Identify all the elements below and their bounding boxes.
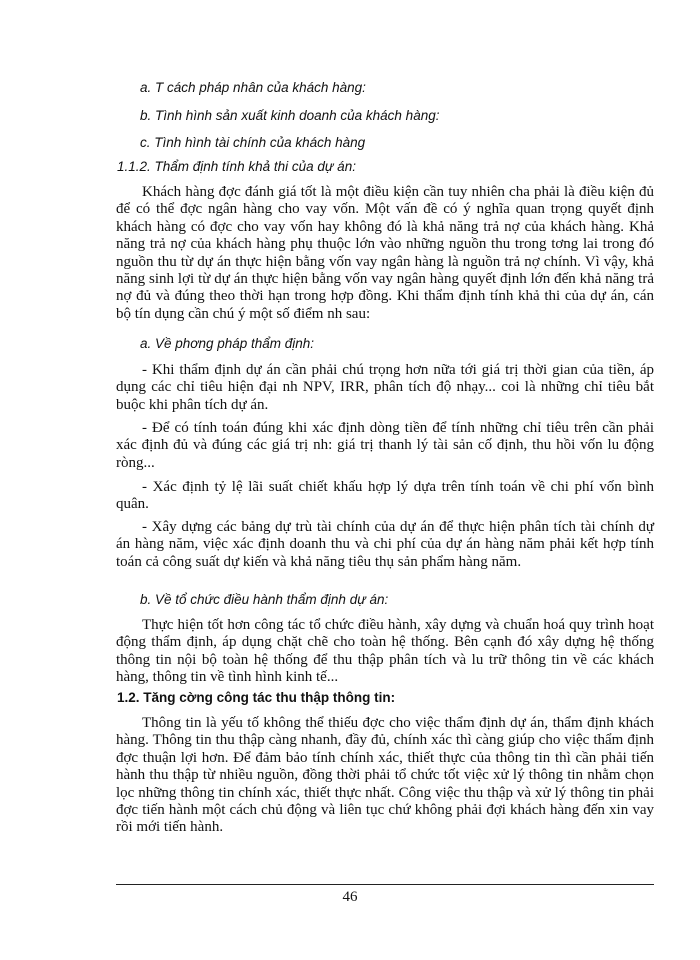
- heading-1-1-2: 1.1.2. Thẩm định tính khả thi của dự án:: [117, 159, 356, 174]
- paragraph-feasibility: Khách hàng đợc đánh giá tốt là một điều kiện cần tuy nhiên cha phải là điều kiện đủ để có thể đợc ngân hàng cho vay vốn. Một vấn đề có ý nghĩa quan trọng quyết định khách hàng có đợc cho vay vốn hay không đó là khả năng trả nợ của khách hàng. Khả năng trả nợ của khách hàng phụ thuộc lớn vào những nguồn thu trong tơng lai trong đó nguồn thu từ dự án thực hiện bằng vốn vay ngân hàng là nguồn trả nợ chính. Vì vậy, khả năng sinh lợi từ dự án thực hiện bằng vốn vay ngân hàng quyết định lớn đến khả năng trả nợ đủ và đúng theo thời hạn trong hợp đồng. Khi thẩm định tính khả thi của dự án, cán bộ tín dụng cần chú ý một số điểm nh sau:: [116, 184, 654, 322]
- heading-1-2: 1.2. Tăng cờng công tác thu thập thông tin:: [117, 690, 396, 705]
- item-b: b. Tình hình sản xuất kinh doanh của khách hàng:: [140, 108, 440, 123]
- paragraph-information: Thông tin là yếu tố không thể thiếu đợc cho việc thẩm định dự án, thẩm định khách hàng. Thông tin thu thập càng nhanh, đầy đủ, chính xác thì càng giúp cho việc thẩm định đợc thuận lợi hơn. Để đảm bảo tính chính xác, thiết thực của thông tin thì cần phải tiến hành thu thập từ nhiều nguồn, đồng thời phải tổ chức tốt việc xử lý thông tin nhằm chọn lọc những thông tin chính xác, thiết thực nhất. Công việc thu thập và xử lý thông tin phải đợc tiến hành một cách chủ động và liên tục chứ không phải đợi khách hàng đến xin vay rồi mới tiến hành.: [116, 715, 654, 836]
- bullet-4: - Xây dựng các bảng dự trù tài chính của dự án để thực hiện phân tích tài chính dự án hàng năm, việc xác định doanh thu và chi phí của dự án hàng năm phải kết hợp tính toán cả công suất dự kiến và khả năng tiêu thụ sản phẩm hàng năm.: [116, 519, 654, 570]
- footer-divider: [116, 884, 654, 885]
- item-c: c. Tình hình tài chính của khách hàng: [140, 135, 366, 150]
- subheading-organization: b. Về tổ chức điều hành thẩm định dự án:: [140, 592, 389, 607]
- paragraph-organization: Thực hiện tốt hơn công tác tổ chức điều hành, xây dựng và chuẩn hoá quy trình hoạt động thẩm định, áp dụng chặt chẽ cho toàn hệ thống. Bên cạnh đó xây dựng hệ thống thông tin nội bộ toàn hệ thống để thu thập phân tích và lu trữ thông tin về các khách hàng, thông tin về tình hình kinh tế...: [116, 617, 654, 686]
- bullet-3: - Xác định tỷ lệ lãi suất chiết khấu hợp lý dựa trên tính toán về chi phí vốn bình quân.: [116, 479, 654, 513]
- page-number: 46: [342, 889, 358, 905]
- bullet-1: - Khi thẩm định dự án cần phải chú trọng hơn nữa tới giá trị thời gian của tiền, áp dụng các chỉ tiêu hiện đại nh NPV, IRR, phân tích độ nhạy... coi là những chỉ tiêu bắt buộc khi phân tích dự án.: [116, 362, 654, 413]
- subheading-method: a. Về phơng pháp thẩm định:: [140, 336, 315, 351]
- item-a: a. T cách pháp nhân của khách hàng:: [140, 80, 366, 95]
- bullet-2: - Để có tính toán đúng khi xác định dòng tiền để tính những chỉ tiêu trên cần phải xác định đủ và đúng các giá trị nh: giá trị thanh lý tài sản cố định, thu hồi vốn lu động ròng...: [116, 420, 654, 471]
